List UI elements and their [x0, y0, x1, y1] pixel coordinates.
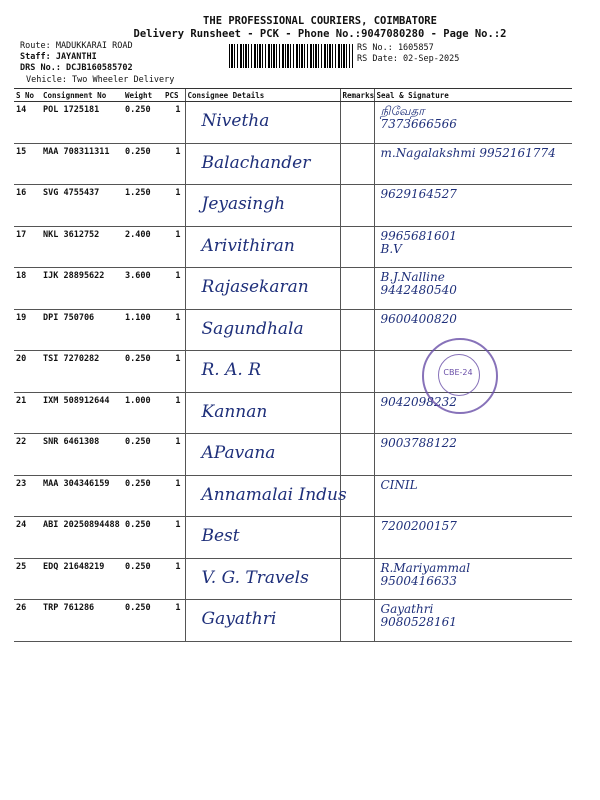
weight-cell: 3.600 — [123, 268, 163, 310]
consignee-cell — [185, 517, 340, 559]
table-row — [14, 226, 572, 268]
weight-cell: 0.250 — [123, 517, 163, 559]
pcs-cell: 1 — [163, 600, 185, 642]
signature-text: 9042098232 — [380, 394, 457, 409]
signature-text: 9629164527 — [380, 187, 457, 201]
seal-signature-cell — [374, 185, 572, 227]
pcs-cell: 1 — [163, 268, 185, 310]
consignee-cell — [185, 143, 340, 185]
consignee-cell — [185, 434, 340, 476]
table-row — [14, 143, 572, 185]
consignment-cell: MAA 304346159 — [41, 475, 123, 517]
runsheet-meta-right — [357, 43, 459, 65]
pcs-cell: 1 — [163, 309, 185, 351]
sno-cell: 22 — [14, 434, 41, 476]
remarks-cell — [340, 392, 374, 434]
consignee-name: APavana — [201, 443, 276, 463]
remarks-cell — [340, 517, 374, 559]
sno-cell: 18 — [14, 268, 41, 310]
consignee-name: Best — [201, 526, 240, 546]
consignment-cell: NKL 3612752 — [41, 226, 123, 268]
col-sno: S No — [14, 89, 41, 102]
weight-cell: 1.100 — [123, 309, 163, 351]
table-header-row — [14, 89, 572, 102]
sno-cell: 23 — [14, 475, 41, 517]
signature-text: B.V — [380, 241, 402, 256]
pcs-cell: 1 — [163, 392, 185, 434]
barcode-image — [229, 44, 353, 68]
consignee-cell — [185, 185, 340, 227]
table-row — [14, 309, 572, 351]
signature-text: நிவேதா — [380, 104, 425, 118]
col-pcs: PCS — [163, 89, 185, 102]
table-row — [14, 185, 572, 227]
consignee-name: V. G. Travels — [201, 567, 309, 588]
consignee-name: Jeyasingh — [201, 194, 286, 214]
consignee-cell — [185, 475, 347, 517]
col-consignee: Consignee Details — [185, 89, 340, 102]
consignment-cell: DPI 750706 — [41, 309, 123, 351]
table-row — [14, 600, 572, 642]
remarks-cell — [340, 309, 374, 351]
signature-text: 9080528161 — [380, 615, 457, 629]
route-label: Route: MADUKKARAI ROAD — [20, 41, 133, 51]
remarks-cell — [340, 143, 374, 185]
seal-signature-cell — [374, 102, 572, 144]
consignment-cell: EDQ 21648219 — [41, 558, 123, 600]
consignee-name: Arivithiran — [201, 235, 295, 256]
seal-signature-cell — [374, 434, 572, 476]
weight-cell: 0.250 — [123, 351, 163, 393]
sno-cell: 17 — [14, 226, 41, 268]
consignee-name: Annamalai Indus — [201, 484, 347, 505]
sno-cell: 25 — [14, 558, 41, 600]
consignment-cell: IJK 28895622 — [41, 268, 123, 310]
consignment-cell: POL 1725181 — [41, 102, 123, 144]
weight-cell: 2.400 — [123, 226, 163, 268]
rs-number: RS No.: 1605857 — [357, 43, 434, 53]
seal-signature-cell — [374, 143, 572, 185]
runsheet-subtitle: Delivery Runsheet - PCK - Phone No.:9047080280 - Page No.:2 — [133, 28, 507, 40]
signature-text: 9600400820 — [380, 311, 457, 326]
signature-text: 9003788122 — [380, 436, 457, 450]
consignee-name: Balachander — [201, 152, 311, 173]
seal-signature-cell — [374, 475, 572, 517]
col-seal: Seal & Signature — [374, 89, 572, 102]
consignee-cell — [185, 309, 340, 351]
consignee-cell — [185, 558, 340, 600]
pcs-cell: 1 — [163, 226, 185, 268]
weight-cell: 0.250 — [123, 558, 163, 600]
table-row — [14, 268, 572, 310]
pcs-cell: 1 — [163, 475, 185, 517]
weight-cell: 0.250 — [123, 102, 163, 144]
seal-signature-cell — [374, 268, 572, 310]
consignment-cell: TSI 7270282 — [41, 351, 123, 393]
sno-cell: 26 — [14, 600, 41, 642]
table-row — [14, 434, 572, 476]
remarks-cell — [340, 102, 374, 144]
company-title: THE PROFESSIONAL COURIERS, COIMBATORE — [203, 15, 437, 27]
consignment-cell: SVG 4755437 — [41, 185, 123, 227]
pcs-cell: 1 — [163, 143, 185, 185]
remarks-cell — [340, 558, 374, 600]
stamp-text: CBE-24 — [443, 368, 473, 377]
table-row — [14, 475, 572, 517]
drs-label: DRS No.: DCJB160585702 — [20, 63, 133, 73]
remarks-cell — [340, 600, 374, 642]
weight-cell: 0.250 — [123, 434, 163, 476]
consignment-cell: MAA 708311311 — [41, 143, 123, 185]
remarks-cell — [340, 351, 374, 393]
consignee-cell — [185, 268, 340, 310]
consignment-cell: TRP 761286 — [41, 600, 123, 642]
consignee-name: Rajasekaran — [201, 277, 309, 297]
signature-text: m.Nagalakshmi 9952161774 — [380, 145, 556, 160]
staff-label: Staff: JAYANTHI — [20, 52, 97, 62]
pcs-cell: 1 — [163, 434, 185, 476]
consignee-cell — [185, 102, 340, 144]
signature-text: R.Mariyammal — [380, 560, 471, 575]
signature-text: CINIL — [380, 477, 418, 492]
weight-cell: 1.250 — [123, 185, 163, 227]
table-row — [14, 558, 572, 600]
seal-signature-cell — [374, 226, 572, 268]
signature-text: 9965681601 — [380, 228, 457, 243]
weight-cell: 0.250 — [123, 475, 163, 517]
consignee-cell — [185, 392, 340, 434]
table-row — [14, 102, 572, 144]
sno-cell: 15 — [14, 143, 41, 185]
col-consignment: Consignment No — [41, 89, 123, 102]
remarks-cell — [340, 185, 374, 227]
consignment-cell: ABI 20250894488 — [41, 517, 123, 559]
consignment-cell: SNR 6461308 — [41, 434, 123, 476]
remarks-cell — [340, 268, 374, 310]
weight-cell: 1.000 — [123, 392, 163, 434]
weight-cell: 0.250 — [123, 143, 163, 185]
consignee-name: R. A. R — [201, 360, 261, 380]
sno-cell: 14 — [14, 102, 41, 144]
rs-date: RS Date: 02-Sep-2025 — [357, 54, 460, 64]
col-weight: Weight — [123, 89, 163, 102]
signature-text: B.J.Nalline — [380, 270, 445, 284]
table-row — [14, 517, 572, 559]
seal-signature-cell — [374, 558, 572, 600]
remarks-cell — [340, 434, 374, 476]
runsheet-meta-left — [20, 41, 133, 74]
weight-cell: 0.250 — [123, 600, 163, 642]
sno-cell: 21 — [14, 392, 41, 434]
pcs-cell: 1 — [163, 185, 185, 227]
signature-text: 9442480540 — [380, 283, 457, 297]
sno-cell: 24 — [14, 517, 41, 559]
consignee-cell — [185, 226, 340, 268]
sno-cell: 19 — [14, 309, 41, 351]
consignee-name: Nivetha — [201, 111, 270, 131]
seal-signature-cell — [374, 517, 572, 559]
sno-cell: 20 — [14, 351, 41, 393]
remarks-cell — [340, 226, 374, 268]
consignment-cell: IXM 508912644 — [41, 392, 123, 434]
consignee-cell — [185, 600, 340, 642]
vehicle-label: Vehicle: Two Wheeler Delivery — [26, 75, 175, 85]
signature-text: 7200200157 — [380, 519, 457, 533]
consignee-name: Sagundhala — [201, 318, 304, 339]
sno-cell: 16 — [14, 185, 41, 227]
consignee-cell — [185, 351, 340, 393]
seal-signature-cell — [374, 600, 572, 642]
consignee-name: Kannan — [201, 401, 268, 422]
signature-text: 7373666566 — [380, 117, 457, 131]
pcs-cell: 1 — [163, 558, 185, 600]
signature-text: 9500416633 — [380, 573, 457, 588]
pcs-cell: 1 — [163, 517, 185, 559]
col-remarks: Remarks — [340, 89, 374, 102]
signature-text: Gayathri — [380, 602, 434, 616]
pcs-cell: 1 — [163, 102, 185, 144]
pcs-cell: 1 — [163, 351, 185, 393]
consignee-name: Gayathri — [201, 609, 277, 629]
